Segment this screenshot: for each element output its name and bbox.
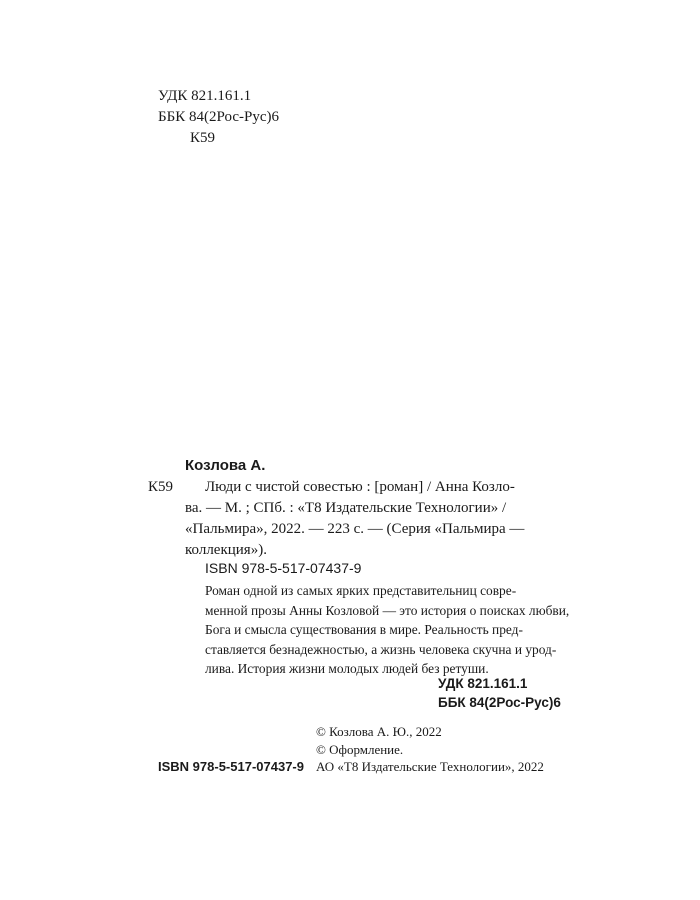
footer-isbn: ISBN 978-5-517-07437-9 [158,759,304,774]
description-line: коллекция»). [185,542,267,558]
card-bbk-code: ББК 84(2Рос-Рус)6 [438,695,561,710]
annotation-line: менной прозы Анны Козловой — это история о поисках любви, [205,602,570,618]
annotation [205,581,568,679]
card-author-mark: К59 [148,479,174,495]
annotation-line: Бога и смысла существования в мире. Реальность пред- [205,622,523,637]
card-isbn: ISBN 978-5-517-07437-9 [205,560,362,576]
bibliographic-description [185,477,568,561]
description-line: ва. — М. ; СПб. : «Т8 Издательские Технологии» / [185,500,507,516]
copyright-block [316,723,544,776]
bbk-code: ББК 84(2Рос-Рус)6 [158,109,279,125]
copyright-line: © Козлова А. Ю., 2022 [316,724,442,739]
copyright-line: © Оформление. [316,741,404,757]
card-author: Козлова А. [185,457,266,474]
annotation-line: Роман одной из самых ярких представительниц совре- [205,583,517,598]
classification-codes-top [158,86,279,149]
udk-code: УДК 821.161.1 [158,88,252,104]
card-udk-code: УДК 821.161.1 [438,676,528,691]
author-mark: К59 [190,130,216,146]
copyright-line: АО «Т8 Издательские Технологии», 2022 [316,759,544,774]
description-line: «Пальмира», 2022. — 223 с. — (Серия «Пальмира — [185,521,525,537]
annotation-line: ставляется безнадежностью, а жизнь человека скучна и урод- [205,641,557,657]
description-line: Люди с чистой совестью : [роман] / Анна Козло- [205,479,515,495]
annotation-line: лива. История жизни молодых людей без ретуши. [205,661,489,676]
classification-codes-card [438,674,568,712]
